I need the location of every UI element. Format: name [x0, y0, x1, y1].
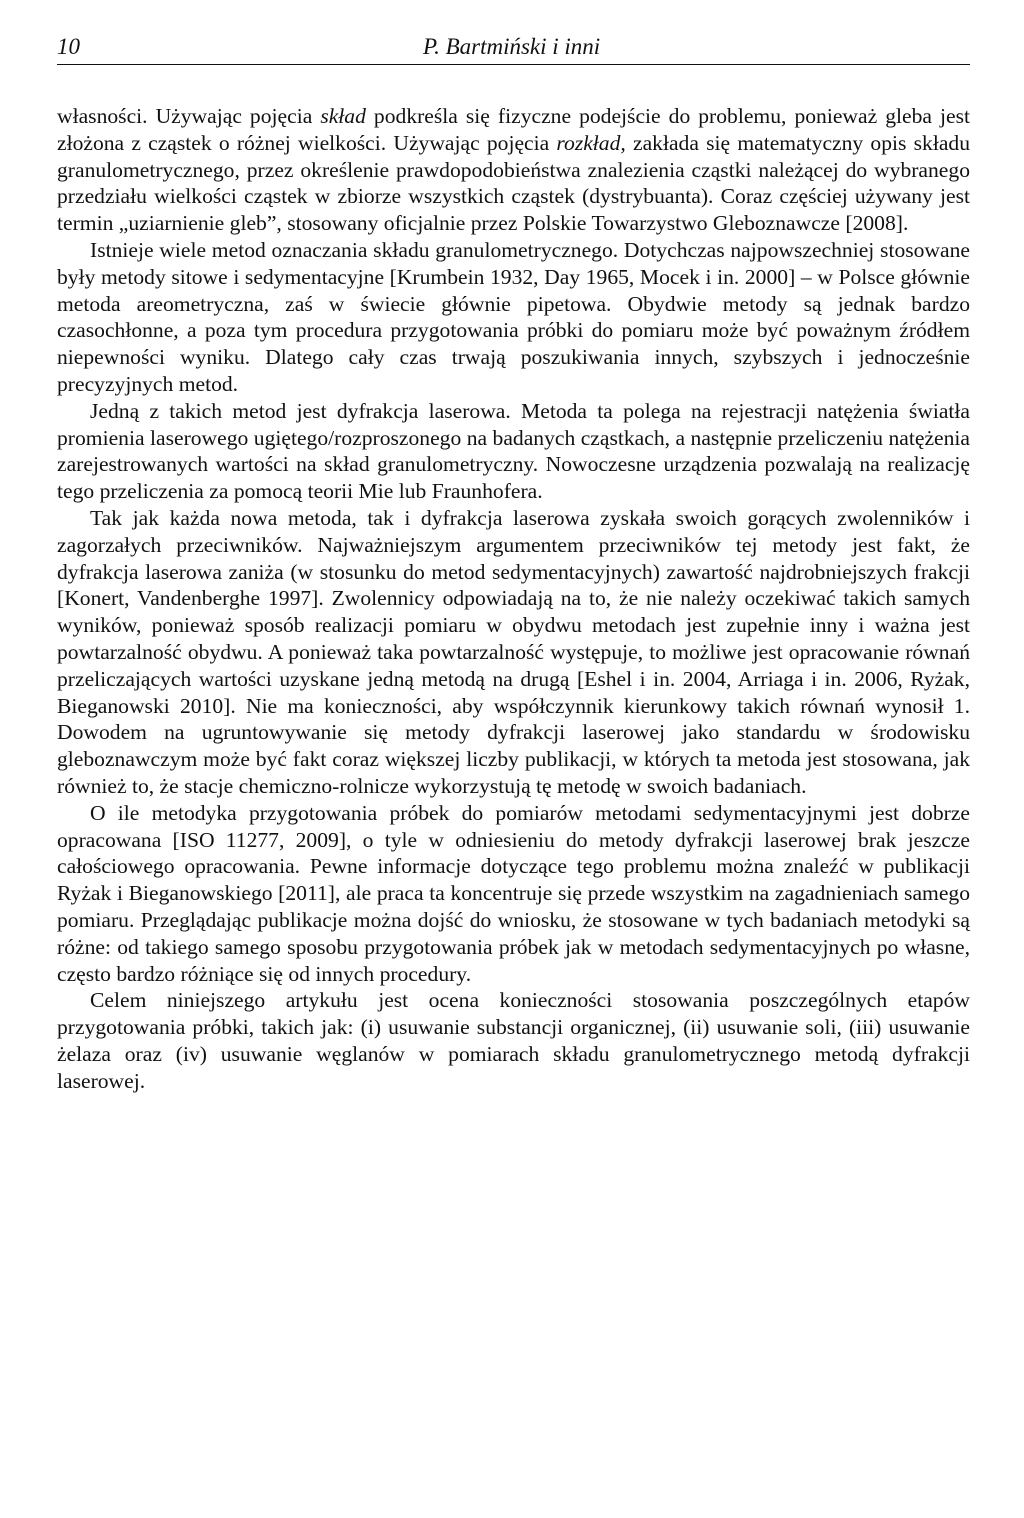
- text-run: własności. Używając pojęcia: [57, 104, 321, 128]
- paragraph-continued: [57, 103, 970, 237]
- paragraph-laser-diffraction: Jedną z takich metod jest dyfrakcja laserowa. Metoda ta polega na rejestracji natężenia światła promienia laserowego ugiętego/rozproszonego na badanych cząstkach, a następnie przeliczeniu natężenia zarejestrowanych wartości na skład granulometryczny. Nowoczesne urządzenia pozwalają na realizację tego przeliczenia za pomocą teorii Mie lub Fraunhofera.: [57, 398, 970, 504]
- paragraph-sample-preparation: O ile metodyka przygotowania próbek do pomiarów metodami sedymentacyjnymi jest dobrze opracowana [ISO 11277, 2009], o tyle w odniesieniu do metody dyfrakcji laserowej brak jeszcze całościowego opracowania. Pewne informacje dotyczące tego problemu można znaleźć w publikacji Ryżak i Bieganowskiego [2011], ale praca ta koncentruje się przede wszystkim na zagadnieniach samego pomiaru. Przeglądając publikacje można dojść do wniosku, że stosowane w tych badaniach metodyki są różne: od takiego samego sposobu przygotowania próbek jak w metodach sedymentacyjnych po własne, często bardzo różniące się od innych procedury.: [57, 800, 970, 986]
- paragraph-methods: Istnieje wiele metod oznaczania składu granulometrycznego. Dotychczas najpowszechniej stosowane były metody sitowe i sedymentacyjne [Krumbein 1932, Day 1965, Mocek i in. 2000] – w Polsce głównie metoda areometryczna, zaś w świecie głównie pipetowa. Obydwie metody są jednak bardzo czasochłonne, a poza tym procedura przygotowania próbki do pomiaru może być poważnym źródłem niepewności wyniku. Dlatego cały czas trwają poszukiwania innych, szybszych i jednocześnie precyzyjnych metod.: [57, 237, 970, 396]
- body-text: [57, 103, 970, 1094]
- paragraph-controversy: Tak jak każda nowa metoda, tak i dyfrakcja laserowa zyskała swoich gorących zwolenników i zagorzałych przeciwników. Najważniejszym argumentem przeciwników tej metody jest fakt, że dyfrakcja laserowa zaniża (w stosunku do metod sedymentacyjnych) zawartość najdrobniejszych frakcji [Konert, Vandenberghe 1997]. Zwolennicy odpowiadają na to, że nie należy oczekiwać takich samych wyników, ponieważ sposób realizacji pomiaru w obydwu metodach jest zupełnie inny i ważna jest powtarzalność obydwu. A ponieważ taka powtarzalność występuje, to możliwe jest opracowanie równań przeliczających wartości uzyskane jedną metodą na drugą [Eshel i in. 2004, Arriaga i in. 2006, Ryżak, Bieganowski 2010]. Nie ma konieczności, aby współczynnik kierunkowy takich równań wynosił 1. Dowodem na ugruntowywanie się metody dyfrakcji laserowej jako standardu w środowisku gleboznawczym może być fakt coraz większej liczby publikacji, w których ta metoda jest stosowana, jak również to, że stacje chemiczno-rolnicze wykorzystują tę metodę w swoich badaniach.: [57, 505, 970, 798]
- italic-term-rozklad: rozkład,: [556, 130, 626, 155]
- text-run: zakłada się matematyczny opis składu granulometrycznego, przez określenie prawdopodobieństwa znalezienia cząstki należącej do wybranego przedziału wielkości cząstek w zbiorze wszystkich cząstek (dystrybuanta). Coraz częściej używany jest termin „uziarnienie gleb”, stosowany oficjalnie przez Polskie Towarzystwo Gleboznawcze [2008].: [57, 130, 970, 236]
- running-title: P. Bartmiński i inni: [423, 34, 601, 59]
- page-number: 10: [57, 34, 80, 59]
- running-head: [57, 30, 970, 64]
- text-run: podkreśla się fizyczne podejście do problemu, ponieważ gleba jest złożona z cząstek o różnej wielkości. Używając pojęcia: [57, 104, 970, 155]
- italic-term-sklad: skład: [320, 104, 366, 128]
- header-rule: [57, 64, 970, 65]
- paragraph-aim: Celem niniejszego artykułu jest ocena konieczności stosowania poszczególnych etapów przygotowania próbki, takich jak: (i) usuwanie substancji organicznej, (ii) usuwanie soli, (iii) usuwanie żelaza oraz (iv) usuwanie węglanów w pomiarach składu granulometrycznego metodą dyfrakcji laserowej.: [57, 988, 970, 1093]
